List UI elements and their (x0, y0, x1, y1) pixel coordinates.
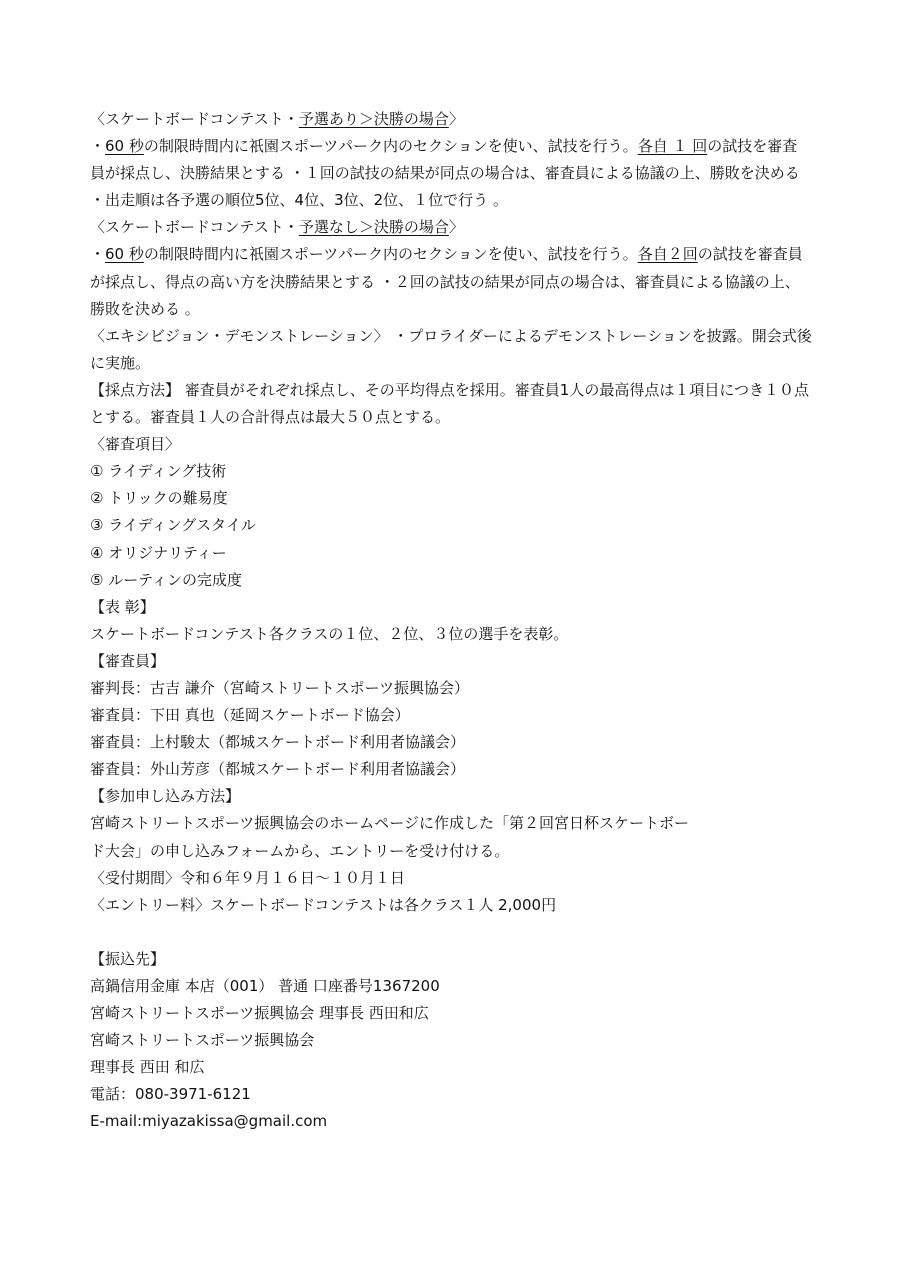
email-address: E-mail:miyazakissa@gmail.com (90, 1112, 328, 1131)
heading-text: 〈スケートボードコンテスト・ (90, 110, 299, 128)
heading-underlined: 予選あり＞決勝の場合 (298, 110, 449, 128)
scoring-paragraph: 【採点方法】 審査員がそれぞれ採点し、その平均得点を採用。審査員1人の最高得点は１項目につき１０点とする。審査員１人の合計得点は最大５０点とする。 (90, 380, 810, 427)
judges-heading: 【審査員】 (90, 651, 166, 670)
paragraph-prelim-final (90, 133, 812, 214)
transfer-heading: 【振込先】 (90, 949, 166, 968)
judge-entry: 審判長：古吉 謙介（宮崎ストリートスポーツ振興協会） (90, 678, 470, 697)
spacer (90, 919, 812, 946)
paragraph-text: の試技を審査員が採点し、決勝結果とする ・１回の試技の結果が同点の場合は、審査員による協議の上、勝敗を決める ・出走順は各予選の順位5位、4位、3位、2位、１位で行う 。 (90, 137, 800, 210)
entry-fee: 〈エントリー料〉スケートボードコンテストは各クラス１人 2,000円 (90, 895, 557, 914)
award-heading: 【表 彰】 (90, 597, 155, 616)
section-heading-no-prelim-final (90, 214, 812, 241)
award-text: スケートボードコンテスト各クラスの１位、２位、３位の選手を表彰。 (90, 624, 569, 643)
bank-account: 高鍋信用金庫 本店（001） 普通 口座番号1367200 (90, 977, 440, 995)
paragraph-no-prelim-final (90, 241, 812, 322)
criteria-item: ④ オリジナリティー (90, 543, 227, 562)
apply-text: ド大会」の申し込みフォームから、エントリーを受け付ける。 (90, 841, 510, 860)
paragraph-text: の試技を審査員が採点し、得点の高い方を決勝結果とする ・２回の試技の結果が同点の場合は、審査員による協議の上、勝敗を決める 。 (90, 245, 803, 318)
criteria-item: ① ライディング技術 (90, 462, 227, 481)
attempt-count: 各自 １ 回 (637, 137, 708, 156)
organization-name: 宮崎ストリートスポーツ振興協会 (90, 1031, 315, 1050)
judge-entry: 審査員：下田 真也（延岡スケートボード協会） (90, 706, 410, 725)
apply-text: 宮崎ストリートスポーツ振興協会のホームページに作成した「第２回宮日杯スケートボー (90, 814, 689, 833)
heading-close: 〉 (448, 218, 464, 237)
judge-entry: 審査員：外山芳彦（都城スケートボード利用者協議会） (90, 760, 466, 779)
application-period: 〈受付期間〉令和６年９月１６日～１０月１日 (90, 868, 406, 887)
heading-text: 〈スケートボードコンテスト・ (90, 218, 299, 237)
judge-entry: 審査員：上村駿太（都城スケートボード利用者協議会） (90, 733, 466, 752)
bullet: ・ (90, 137, 106, 156)
criteria-heading: 〈審査項目〉 (90, 435, 181, 454)
section-heading-prelim-final (90, 106, 812, 133)
bullet: ・ (90, 245, 106, 264)
attempt-count: 各自２回 (637, 245, 698, 264)
criteria-item: ② トリックの難易度 (90, 489, 228, 508)
apply-heading: 【参加申し込み方法】 (90, 787, 241, 806)
heading-close: 〉 (448, 110, 464, 128)
heading-underlined: 予選なし＞決勝の場合 (298, 218, 449, 237)
criteria-item: ⑤ ルーティンの完成度 (90, 570, 243, 589)
exhibition-paragraph: 〈エキシビジョン・デモンストレーション〉 ・プロライダーによるデモンストレーションを披露。開会式後に実施。 (90, 326, 812, 372)
criteria-item: ③ ライディングスタイル (90, 516, 256, 535)
document-body (90, 106, 812, 1136)
paragraph-text: の制限時間内に祇園スポーツパーク内のセクションを使い、試技を行う。 (143, 137, 638, 156)
time-limit: 60 秒 (105, 137, 144, 156)
account-holder: 宮崎ストリートスポーツ振興協会 理事長 西田和広 (90, 1004, 429, 1023)
time-limit: 60 秒 (105, 245, 144, 264)
phone-number: 電話：080-3971-6121 (90, 1085, 251, 1104)
contact-person: 理事長 西田 和広 (90, 1058, 205, 1077)
paragraph-text: の制限時間内に祇園スポーツパーク内のセクションを使い、試技を行う。 (143, 245, 638, 264)
